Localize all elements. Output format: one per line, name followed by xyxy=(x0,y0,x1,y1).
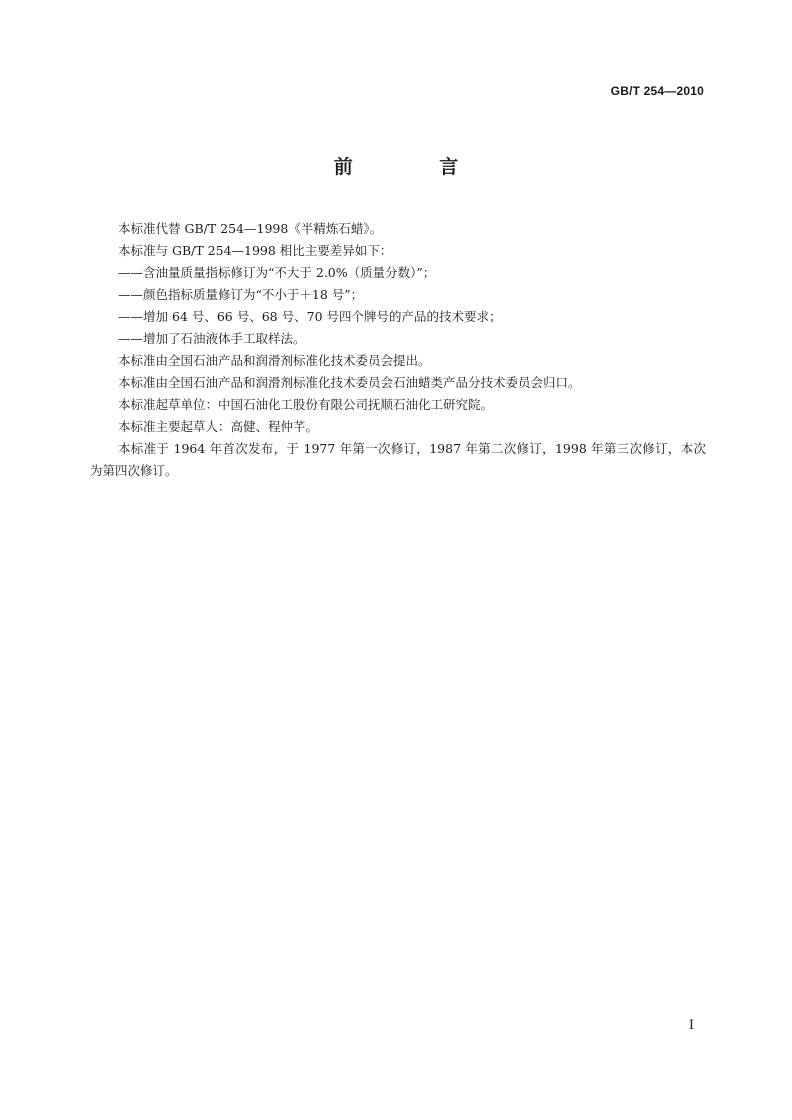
paragraph-drafting-unit: 本标准起草单位：中国石油化工股份有限公司抚顺石油化工研究院。 xyxy=(118,397,494,412)
paragraph-proposed-by: 本标准由全国石油产品和润滑剂标准化技术委员会提出。 xyxy=(118,353,431,368)
list-item-oil-content: ——含油量质量指标修订为“不大于 2.0%（质量分数）”； xyxy=(118,265,436,280)
paragraph-history: 本标准于 1964 年首次发布，于 1977 年第一次修订，1987 年第二次修订，1998 年第三次修订，本次为第四次修订。 xyxy=(90,441,706,478)
list-item-sampling: ——增加了石油液体手工取样法。 xyxy=(118,331,306,346)
page-number: I xyxy=(688,1018,694,1033)
paragraph-differences-intro: 本标准与 GB/T 254—1998 相比主要差异如下： xyxy=(118,243,393,258)
list-item-grades: ——增加 64 号、66 号、68 号、70 号四个牌号的产品的技术要求； xyxy=(118,309,502,324)
foreword-body xyxy=(90,218,706,482)
paragraph-drafters: 本标准主要起草人：高健、程仲芊。 xyxy=(118,419,319,434)
page-title: 前 言 xyxy=(333,156,499,178)
paragraph-administered-by: 本标准由全国石油产品和润滑剂标准化技术委员会石油蜡类产品分技术委员会归口。 xyxy=(118,375,581,390)
paragraph-replaces: 本标准代替 GB/T 254—1998《半精炼石蜡》。 xyxy=(118,221,383,236)
standard-number: GB/T 254—2010 xyxy=(610,84,704,98)
list-item-color: ——颜色指标质量修订为“不小于＋18 号”； xyxy=(118,287,364,302)
